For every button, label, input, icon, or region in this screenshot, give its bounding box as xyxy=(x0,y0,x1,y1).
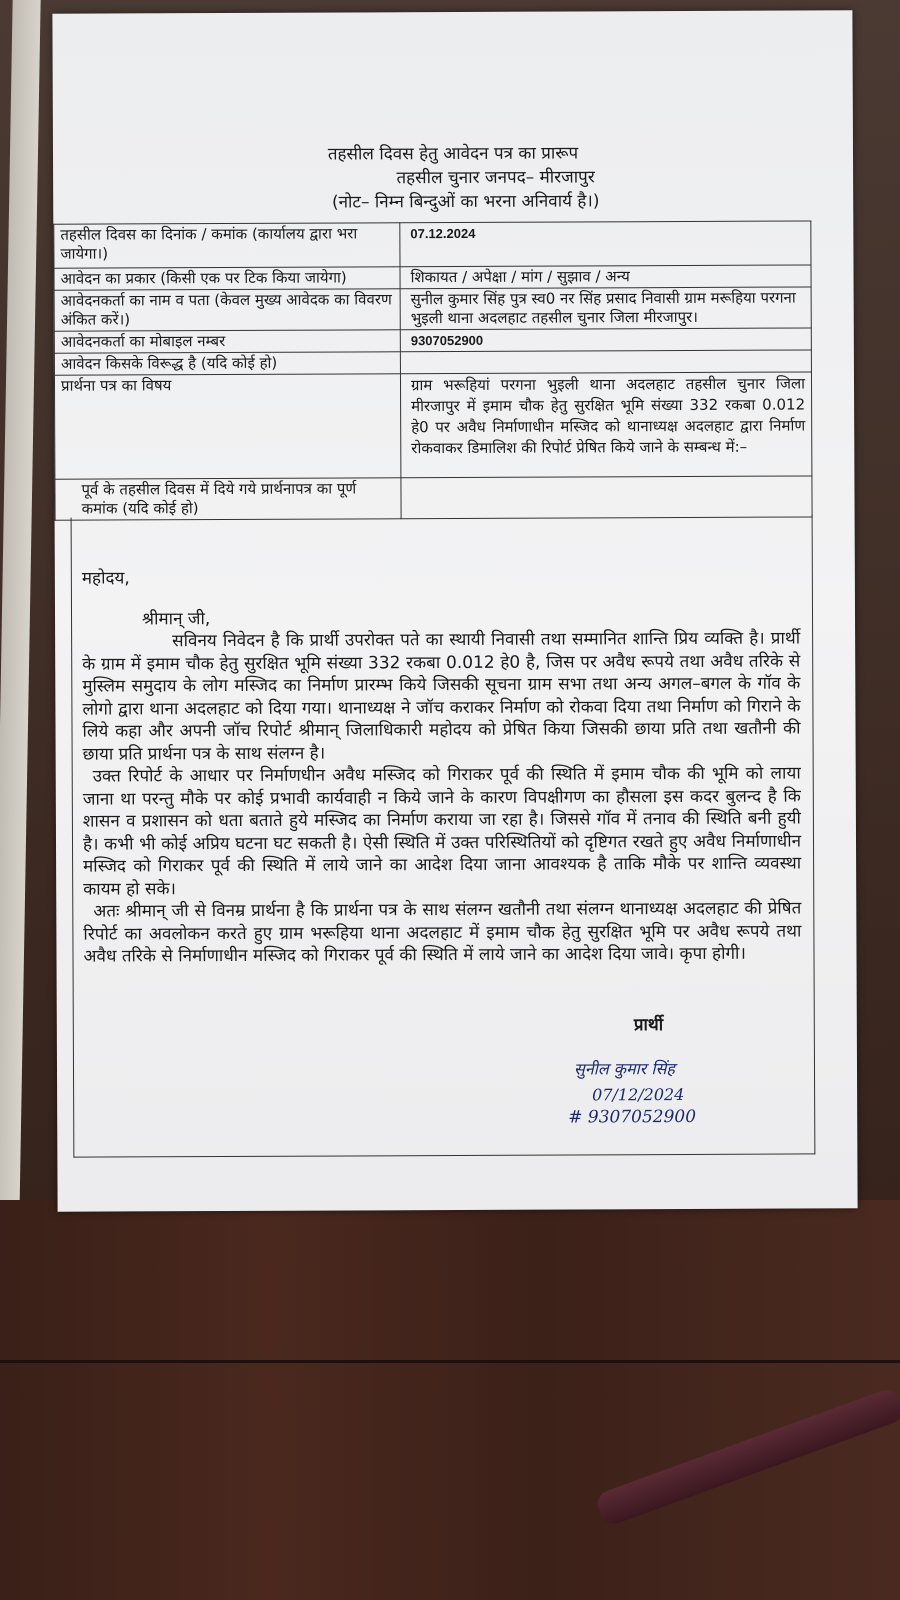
field-value: शिकायत / अपेक्षा / मांग / सुझाव / अन्य xyxy=(400,265,811,289)
field-value: सुनील कुमार सिंह पुत्र स्व0 नर सिंह प्रसाद निवासी ग्राम मरूहिया परगना भुइली थाना अदलहाट तहसील चुनार जिला मीरजापुर। xyxy=(400,287,811,330)
field-value: ग्राम भरूहियां परगना भुइली थाना अदलहाट तहसील चुनार जिला मीरजापुर में इमाम चौक हेतु सुरक्षित भूमि संख्या 332 रकबा 0.012 हे0 पर अवैध निर्माणाधीन मस्जिद को थानाध्यक्ष अदलहाट द्वारा निर्माण रोकवाकर डिमालिश की रिपोर्ट प्रेषित किये जाने के सम्बन्ध में:– xyxy=(400,372,811,478)
document-page xyxy=(52,10,857,1211)
field-label: तहसील दिवस का दिनांक / कमांक (कार्यालय द्वारा भरा जायेगा।) xyxy=(54,223,400,269)
field-value: 9307052900 xyxy=(400,328,811,352)
signature-name: सुनील कुमार सिंह xyxy=(573,1059,675,1079)
paragraph: उक्त रिपोर्ट के आधार पर निर्माणधीन अवैध मस्जिद को गिराकर पूर्व की स्थिति में इमाम चौक की भूमि को लाया जाना था परन्तु मौके पर कोई प्रभावी कार्यवाही न किये जाने के कारण विपक्षीगण का हौसला इस कदर बुलन्द है कि शासन व प्रशासन को धता बताते हुये मस्जिद का निर्माण कराया जा रहा है। जिससे गॉव में तनाव की स्थिति बनी हुयी है। कभी भी कोई अप्रिय घटना घट सकती है। ऐसी स्थिति में उक्त परिस्थितियों को दृष्टिगत रखते हुए अवैध निर्माणाधीन मस्जिद को गिराकर पूर्व की स्थिति में लाये जाने का आदेश दिया जाना आवश्यक है ताकि मौके पर शान्ति व्यवस्था कायम हो सके। xyxy=(82,763,802,900)
document-header xyxy=(53,140,853,215)
paragraph: अतः श्रीमान् जी से विनम्र प्रार्थना है कि प्रार्थना पत्र के साथ संलग्न खतौनी तथा संलग्न थानाध्यक्ष अदलहाट की प्रेषित रिपोर्ट का अवलोकन करते हुए ग्राम भरूहिया थाना अदलहाट में इमाम चौक हेतु सुरक्षित भूमि पर अवैध रूपये तथा अवैध तरिके से निर्माणाधीन मस्जिद को गिराकर पूर्व की स्थिति में लाये जाने का आदेश दिया जावे। कृपा होगी। xyxy=(83,898,802,967)
table-row xyxy=(55,476,812,520)
field-value xyxy=(401,476,812,519)
field-label: आवेदनकर्ता का नाम व पता (केवल मुख्य आवेदक का विवरण अंकित करें।) xyxy=(54,289,400,332)
field-value xyxy=(400,350,811,374)
header-title: तहसील दिवस हेतु आवेदन पत्र का प्रारूप xyxy=(327,143,579,165)
signature-date: 07/12/2024 xyxy=(592,1085,685,1105)
wooden-table xyxy=(0,1200,900,1600)
field-label: प्रार्थना पत्र का विषय xyxy=(54,374,400,480)
paragraph: सविनय निवेदन है कि प्रार्थी उपरोक्त पते का स्थायी निवासी तथा सम्मानित शान्ति प्रिय व्यक्ति है। प्रार्थी के ग्राम में इमाम चौक हेतु सुरक्षित भूमि संख्या 332 रकबा 0.012 हे0 है, जिस पर अवैध रूपये तथा अवैध तरिके से मुस्लिम समुदाय के लोग मस्जिद का निर्माण प्रारम्भ किये जिसकी सूचना ग्राम सभा तथा अन्य अगल–बगल के गॉव के लोगो द्वारा थाना अदलहाट को दिया गया। थानाध्यक्ष ने जॉच कराकर निर्माण को रोकवा दिया तथा निर्माण को गिराने के लिये कहा और अपनी जॉच रिपोर्ट श्रीमान् जिलाधिकारी महोदय को प्रेषित किया जिसकी छाया प्रति तथा खतौनी की छाया प्रति प्रार्थना पत्र के साथ संलग्न है। xyxy=(82,628,801,765)
salutation: महोदय, xyxy=(81,568,130,589)
applicant-label: प्रार्थी xyxy=(633,1015,664,1036)
letter-body xyxy=(71,514,816,1157)
signature-phone: # 9307052900 xyxy=(568,1106,697,1128)
wood-seam xyxy=(0,1360,900,1363)
field-value: 07.12.2024 xyxy=(400,221,811,267)
application-form-table xyxy=(53,220,812,520)
table-row xyxy=(54,221,811,268)
field-label: आवेदनकर्ता का मोबाइल नम्बर xyxy=(54,330,400,354)
header-note: (नोट– निम्न बिन्दुओं का भरना अनिवार्य है।) xyxy=(331,191,600,213)
field-label: पूर्व के तहसील दिवस में दिये गये प्रार्थनापत्र का पूर्ण कमांक (यदि कोई हो) xyxy=(55,478,401,521)
table-row xyxy=(54,287,811,331)
field-label: आवेदन किसके विरूद्ध है (यदि कोई हो) xyxy=(54,352,400,376)
signature-block xyxy=(568,1006,775,1157)
header-tehsil: तहसील चुनार जनपद– मीरजापुर xyxy=(396,167,595,189)
field-label: आवेदन का प्रकार (किसी एक पर टिक किया जायेगा) xyxy=(54,267,400,291)
table-row xyxy=(54,372,811,479)
greeting: श्रीमान् जी, xyxy=(141,608,211,629)
